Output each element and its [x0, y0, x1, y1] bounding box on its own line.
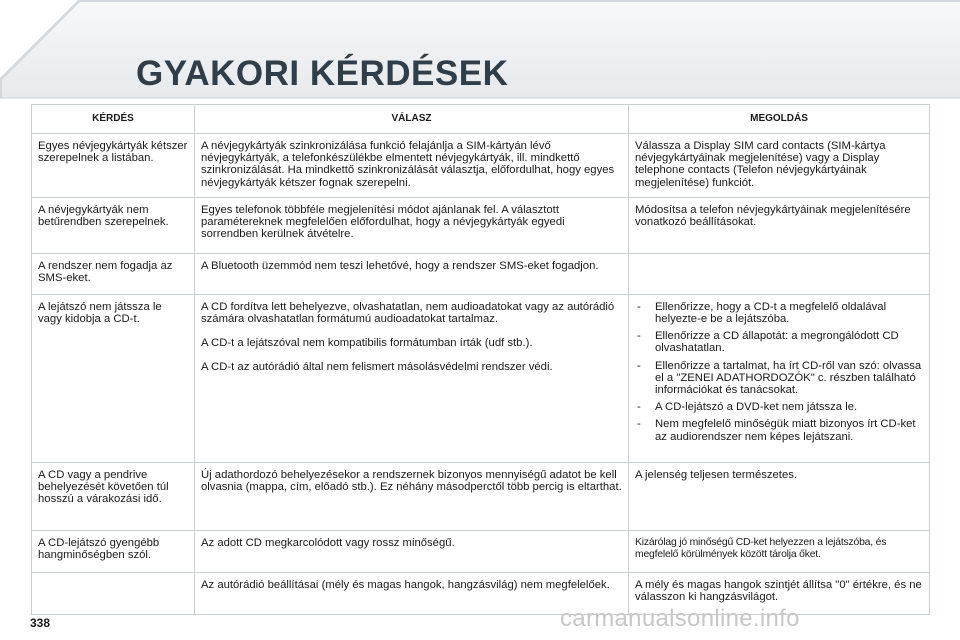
question-cell [32, 572, 195, 614]
watermark: carmanualsonline.info [560, 605, 800, 632]
solution-item: - Ellenőrizze a CD állapotát: a megrongálódott CD olvashatatlan. [635, 330, 923, 354]
solution-cell: A mély és magas hangok szintjét állítsa "0" értékre, és ne válasszon ki hangzásvilágot. [629, 572, 930, 614]
header-question: KÉRDÉS [32, 105, 195, 134]
answer-text: Az adott CD megkarcolódott vagy rossz minőségű. [201, 536, 455, 549]
question-cell: A névjegykártyák nem betűrendben szerepelnek. [32, 197, 195, 253]
answer-text: A névjegykártyák szinkronizálása funkció felajánlja a SIM-kártyán lévő névjegykártyák, a telefonkészülékbe elmentett névjegykártyák, ill. mindkettő szinkronizálását. Ha mindkettő szinkronizálását választja, előfordulhat, hogy egyes névjegykártyák kétszer fognak szerepelni. [201, 140, 615, 189]
table-row [32, 197, 930, 253]
solution-item: - A CD-lejátszó a DVD-ket nem játssza le. [635, 401, 923, 413]
page-title: GYAKORI KÉRDÉSEK [136, 54, 509, 93]
answer-text: A CD fordítva lett behelyezve, olvashatatlan, nem audioadatokat vagy az autórádió számára olvashatatlan formátumú audioadatokat tartalmaz. [201, 300, 615, 326]
answer-text: Új adathordozó behelyezésekor a rendszernek bizonyos mennyiségű adatot be kell olvasnia (mappa, cím, előadó stb.). Ez néhány másodperctől több percig is eltarthat. [201, 468, 622, 494]
table-header-row [32, 105, 930, 134]
answer-cell [195, 197, 629, 253]
answer-text: A CD-t az autórádió által nem felismert másolásvédelmi rendszer védi. [201, 361, 553, 374]
header-solution: MEGOLDÁS [629, 105, 930, 134]
solution-item: - Ellenőrizze a tartalmat, ha írt CD-ről van szó: olvassa el a "ZENEI ADATHORDOZÓK" c. részben található információkat és tanácsokat. [635, 360, 923, 397]
solution-cell: Módosítsa a telefon névjegykártyáinak megjelenítésére vonatkozó beállításokat. [629, 197, 930, 253]
solution-cell [629, 253, 930, 294]
solution-cell: Kizárólag jó minőségű CD-ket helyezzen a lejátszóba, és megfelelő körülmények között tárolja őket. [629, 530, 930, 572]
header-answer: VÁLASZ [195, 105, 629, 134]
table-row [32, 294, 930, 462]
answer-cell [195, 462, 629, 530]
answer-text: Az autórádió beállításai (mély és magas hangok, hangzásvilág) nem megfelelőek. [201, 578, 610, 591]
solution-cell: A jelenség teljesen természetes. [629, 462, 930, 530]
question-cell: A lejátszó nem játssza le vagy kidobja a CD-t. [32, 294, 195, 462]
answer-cell [195, 294, 629, 462]
question-cell: Egyes névjegykártyák kétszer szerepelnek a listában. [32, 134, 195, 198]
answer-cell [195, 134, 629, 198]
answer-cell [195, 253, 629, 294]
answer-text: A CD-t a lejátszóval nem kompatibilis formátumban írták (udf stb.). [201, 337, 533, 350]
solution-list [635, 301, 923, 443]
solution-item: - Ellenőrizze, hogy a CD-t a megfelelő oldalával helyezte-e be a lejátszóba. [635, 301, 923, 325]
solution-item: - Nem megfelelő minőségük miatt bizonyos írt CD-ket az audiorendszer nem képes lejátszani. [635, 418, 923, 442]
question-cell: A CD vagy a pendrive behelyezését követően túl hosszú a várakozási idő. [32, 462, 195, 530]
answer-text: A Bluetooth üzemmód nem teszi lehetővé, hogy a rendszer SMS-eket fogadjon. [201, 259, 599, 272]
faq-table [31, 104, 930, 615]
table-row [32, 253, 930, 294]
question-cell: A CD-lejátszó gyengébb hangminőségben szól. [32, 530, 195, 572]
answer-text: Egyes telefonok többféle megjelenítési módot ajánlanak fel. A választott paramétereknek megfelelően előfordulhat, hogy a névjegykártyák egyedi sorrendben kerülnek átvételre. [201, 203, 565, 241]
answer-cell [195, 530, 629, 572]
question-cell: A rendszer nem fogadja az SMS-eket. [32, 253, 195, 294]
table-row [32, 462, 930, 530]
page-number: 338 [30, 616, 51, 630]
table-row [32, 530, 930, 572]
solution-cell: Válassza a Display SIM card contacts (SIM-kártya névjegykártyáinak megjelenítése) vagy a Display telephone contacts (Telefon névjegykártyáinak megjelenítése) funkciót. [629, 134, 930, 198]
solution-cell [629, 294, 930, 462]
table-row [32, 134, 930, 198]
